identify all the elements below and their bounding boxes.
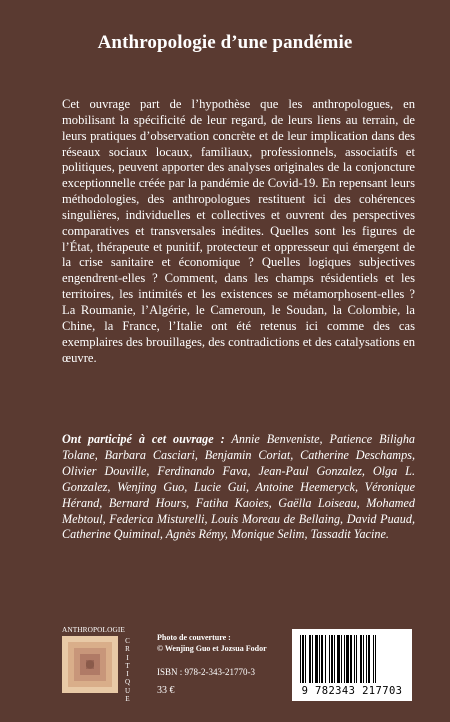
- photo-credit-authors: © Wenjing Guo et Jozsua Fodor: [157, 643, 267, 653]
- series-letter: T: [125, 661, 130, 670]
- series-letter: R: [125, 645, 130, 654]
- barcode: [292, 629, 412, 701]
- book-title: Anthropologie d’une pandémie: [97, 32, 353, 53]
- contributors-paragraph: [62, 432, 415, 543]
- price: 33 €: [157, 685, 175, 696]
- isbn: ISBN : 978-2-343-21770-3: [157, 667, 255, 677]
- series-letter: U: [124, 686, 131, 695]
- series-letter: E: [125, 695, 130, 704]
- photo-credit-label: Photo de couverture :: [157, 633, 231, 642]
- series-logo-square-icon: [62, 636, 118, 693]
- series-label: ANTHROPOLOGIE: [62, 625, 125, 634]
- photo-credit: [157, 633, 287, 654]
- series-letter: Q: [124, 678, 131, 687]
- contributors-list: Annie Benveniste, Patience Biligha Tolane, Barbara Casciari, Benjamin Coriat, Catherine Deschamps, Olivier Douville, Ferdinando Fava, Jean-Paul Gonzalez, Olga L. Gonzalez, Wenjing Guo, Lucie Gui, Antoine Heemeryck, Véronique Hérand, Bernard Hours, Fatiha Kaoies, Gaëlla Loiseau, Mohamed Mebtoul, Federica Misturelli, Louis Moreau de Bellaing, David Puaud, Catherine Quiminal, Agnès Rémy, Monique Selim, Tassadit Yacine.: [62, 432, 416, 542]
- barcode-bars-icon: [300, 635, 404, 683]
- series-letter: I: [126, 670, 129, 679]
- barcode-digits: 9 782343 217703: [301, 685, 403, 697]
- contributors-lead: Ont participé à cet ouvrage :: [62, 432, 225, 446]
- series-letter: I: [126, 653, 129, 662]
- back-cover-blurb: Cet ouvrage part de l’hypothèse que les anthropologues, en mobilisant la spécificité de leur regard, de leurs liens au terrain, de leurs pratiques d’observation concrète et de leur implication dans des réseaux sociaux locaux, familiaux, professionnels, associatifs et politiques, peuvent apporter des analyses originales de la conjoncture exceptionnelle créée par la pandémie de Covid-19. En repensant leurs méthodologies, des anthropologues restituent ici des cohérences singulières, individuelles et collectives et ouvrent des perspectives comparatives et transversales inédites. Quelles sont les figures de l’État, thérapeute et punitif, protecteur et oppresseur qui émergent de la crise sanitaire et économique ? Quelles logiques subjectives engendrent-elles ? Comment, dans les champs résidentiels et les territoires, les intimités et les existences se métamorphosent-elles ? La Roumanie, l’Algérie, le Cameroun, le Soudan, la Colombie, la Chine, la France, l’Italie ont été retenus ici comme des cas exemplaires des brouillages, des contradictions et des catalysations en œuvre.: [62, 97, 415, 365]
- series-vertical-word: [123, 637, 132, 703]
- series-letter: C: [125, 637, 130, 645]
